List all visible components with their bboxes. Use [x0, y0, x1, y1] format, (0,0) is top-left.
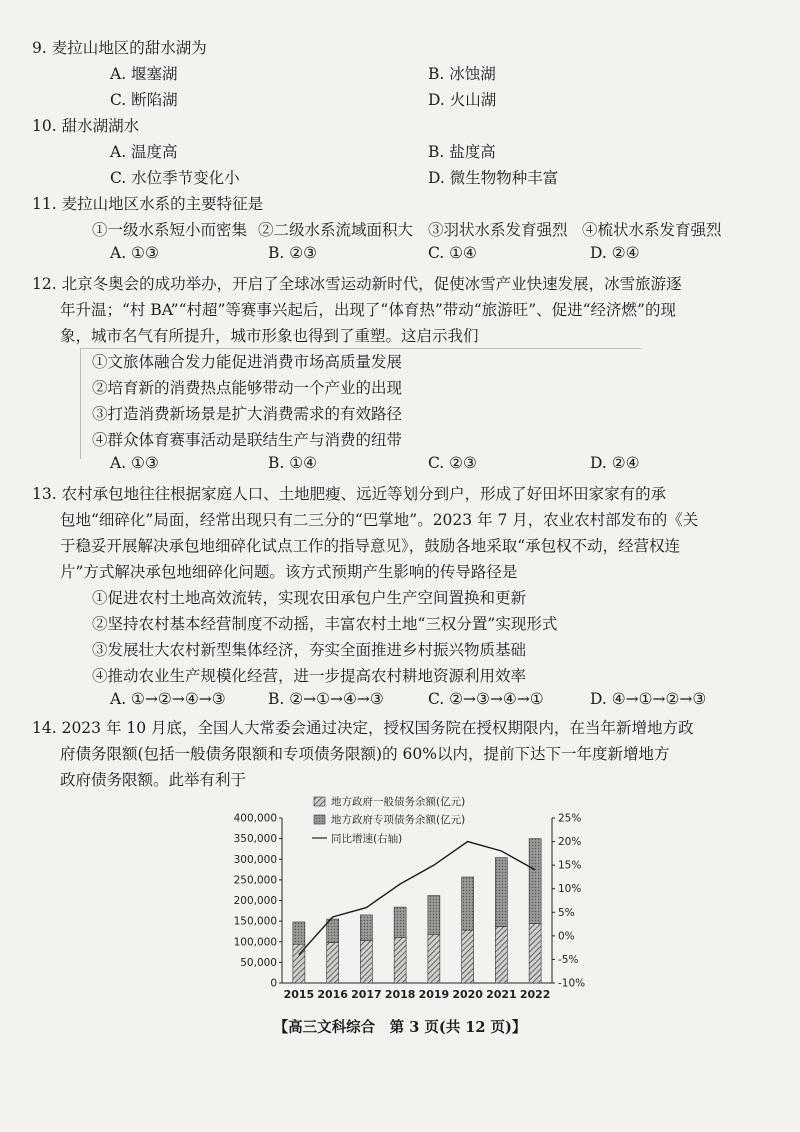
q13-option-d: D. ④→①→②→③ [590, 690, 707, 708]
y2-tick-label: 20% [558, 836, 582, 849]
q12-stem-line-3: 象，城市名气有所提升，城市形象也得到了重塑。这启示我们 [60, 327, 479, 345]
y2-tick-label: 10% [558, 883, 582, 896]
x-tick-label: 2017 [351, 988, 382, 1001]
legend-swatch-special [314, 815, 325, 824]
q9-stem: 9. 麦拉山地区的甜水湖为 [32, 39, 207, 57]
q11-item-2: ②二级水系流域面积大 [258, 221, 414, 239]
x-tick-label: 2016 [317, 988, 348, 1001]
bar-general-2016 [327, 943, 339, 983]
q9-option-b: B. 冰蚀湖 [428, 65, 496, 83]
y2-tick-label: 5% [558, 906, 575, 919]
q10-option-b: B. 盐度高 [428, 143, 496, 161]
y-tick-label: 0 [270, 977, 277, 990]
q11-option-b: B. ②③ [268, 244, 318, 262]
bar-general-2020 [462, 930, 474, 983]
y-tick-label: 50,000 [240, 956, 277, 969]
y-tick-label: 400,000 [233, 812, 277, 825]
bar-special-2020 [462, 877, 474, 930]
q10-option-c: C. 水位季节变化小 [110, 169, 240, 187]
bar-special-2021 [495, 858, 507, 927]
y-tick-label: 100,000 [233, 936, 277, 949]
x-tick-label: 2021 [486, 988, 517, 1001]
x-tick-label: 2019 [418, 988, 450, 1001]
y-tick-label: 250,000 [233, 874, 277, 887]
q12-option-a: A. ①③ [110, 454, 159, 472]
bar-general-2021 [495, 926, 507, 983]
q12-option-c: C. ②③ [428, 454, 477, 472]
bar-special-2017 [360, 915, 372, 941]
q14-stem-line-2: 府债务限额(包括一般债务限额和专项债务限额)的 60%以内，提前下达下一年度新增地方 [60, 745, 670, 763]
q12-option-d: D. ②④ [590, 454, 640, 472]
q10-stem: 10. 甜水湖湖水 [32, 117, 140, 135]
y-tick-label: 200,000 [233, 895, 277, 907]
x-tick-label: 2015 [283, 988, 315, 1001]
bar-general-2017 [360, 941, 372, 983]
q13-item-2: ②坚持农村基本经营制度不动摇，丰富农村土地“三权分置”实现形式 [92, 615, 558, 633]
bar-special-2022 [529, 839, 541, 924]
q13-option-a: A. ①→②→④→③ [110, 690, 226, 708]
q10-option-d: D. 微生物物种丰富 [428, 169, 559, 187]
x-tick-label: 2020 [452, 988, 483, 1001]
q14-stem-line-1: 14. 2023 年 10 月底，全国人大常委会通过决定，授权国务院在授权期限内，在当年新增地方政 [32, 719, 694, 737]
legend-label-general: 地方政府一般债务余额(亿元) [331, 796, 466, 808]
q12-item-4: ④群众体育赛事活动是联结生产与消费的纽带 [92, 431, 403, 449]
q11-option-c: C. ①④ [428, 244, 477, 262]
x-tick-label: 2022 [519, 988, 551, 1001]
q9-option-c: C. 断陷湖 [110, 91, 178, 109]
q12-item-2: ②培育新的消费热点能够带动一个产业的出现 [92, 379, 403, 397]
q11-item-3: ③羽状水系发育强烈 [428, 221, 568, 239]
bar-general-2018 [394, 938, 406, 983]
y2-tick-label: -5% [558, 953, 579, 966]
y-tick-label: 150,000 [233, 915, 277, 928]
bar-special-2015 [293, 922, 305, 944]
legend-swatch-general [314, 797, 325, 806]
q13-item-4: ④推动农业生产规模化经营，进一步提高农村耕地资源利用效率 [92, 667, 527, 685]
y-tick-label: 350,000 [233, 833, 277, 846]
debt-chart [210, 790, 600, 1008]
page-footer: 【高三文科综合 第 3 页(共 12 页)】 [273, 1019, 527, 1036]
x-tick-label: 2018 [384, 988, 416, 1001]
q13-stem-line-4: 片”方式解决承包地细碎化问题。该方式预期产生影响的传导路径是 [60, 563, 518, 581]
y2-tick-label: 0% [558, 930, 575, 943]
q11-item-4: ④梳状水系发育强烈 [582, 221, 722, 239]
q9-option-a: A. 堰塞湖 [110, 65, 178, 83]
y2-tick-label: 25% [558, 812, 582, 825]
q13-item-1: ①促进农村土地高效流转，实现农田承包户生产空间置换和更新 [92, 589, 527, 607]
q13-option-c: C. ②→③→④→① [428, 690, 544, 708]
q13-stem-line-1: 13. 农村承包地往往根据家庭人口、土地肥瘦、远近等划分到户，形成了好田坏田家家有的承 [32, 485, 667, 503]
q13-item-3: ③发展壮大农村新型集体经济，夯实全面推进乡村振兴物质基础 [92, 641, 527, 659]
legend-label-special: 地方政府专项债务余额(亿元) [331, 814, 466, 826]
y2-tick-label: 15% [558, 859, 582, 872]
q12-item-1: ①文旅体融合发力能促进消费市场高质量发展 [92, 353, 403, 371]
q12-stem-line-2: 年升温；“村 BA”“村超”等赛事兴起后，出现了“体育热”带动“旅游旺”、促进“经济燃”的现 [60, 301, 676, 319]
bar-special-2018 [394, 907, 406, 938]
q11-option-d: D. ②④ [590, 244, 640, 262]
y-tick-label: 300,000 [233, 853, 277, 866]
q13-stem-line-3: 于稳妥开展解决承包地细碎化试点工作的指导意见》，鼓励各地采取“承包权不动，经营权连 [60, 537, 681, 555]
bar-general-2019 [428, 934, 440, 983]
q9-option-d: D. 火山湖 [428, 91, 497, 109]
q10-option-a: A. 温度高 [110, 143, 178, 161]
legend-label-growth: 同比增速(右轴) [331, 833, 403, 845]
y2-tick-label: -10% [558, 977, 586, 990]
q14-stem-line-3: 政府债务限额。此举有利于 [60, 771, 247, 789]
q11-option-a: A. ①③ [110, 244, 159, 262]
q13-option-b: B. ②→①→④→③ [268, 690, 384, 708]
q12-item-3: ③打造消费新场景是扩大消费需求的有效路径 [92, 405, 403, 423]
q12-option-b: B. ①④ [268, 454, 318, 472]
q11-item-1: ①一级水系短小而密集 [92, 221, 248, 239]
q13-stem-line-2: 包地“细碎化”局面，经常出现只有二三分的“巴掌地”。2023 年 7 月，农业农村部发布的《关 [60, 511, 699, 529]
bar-special-2019 [428, 896, 440, 935]
bar-general-2022 [529, 924, 541, 983]
q12-stem-line-1: 12. 北京冬奥会的成功举办，开启了全球冰雪运动新时代，促使冰雪产业快速发展，冰雪旅游逐 [32, 275, 682, 293]
q11-stem: 11. 麦拉山地区水系的主要特征是 [32, 195, 264, 213]
